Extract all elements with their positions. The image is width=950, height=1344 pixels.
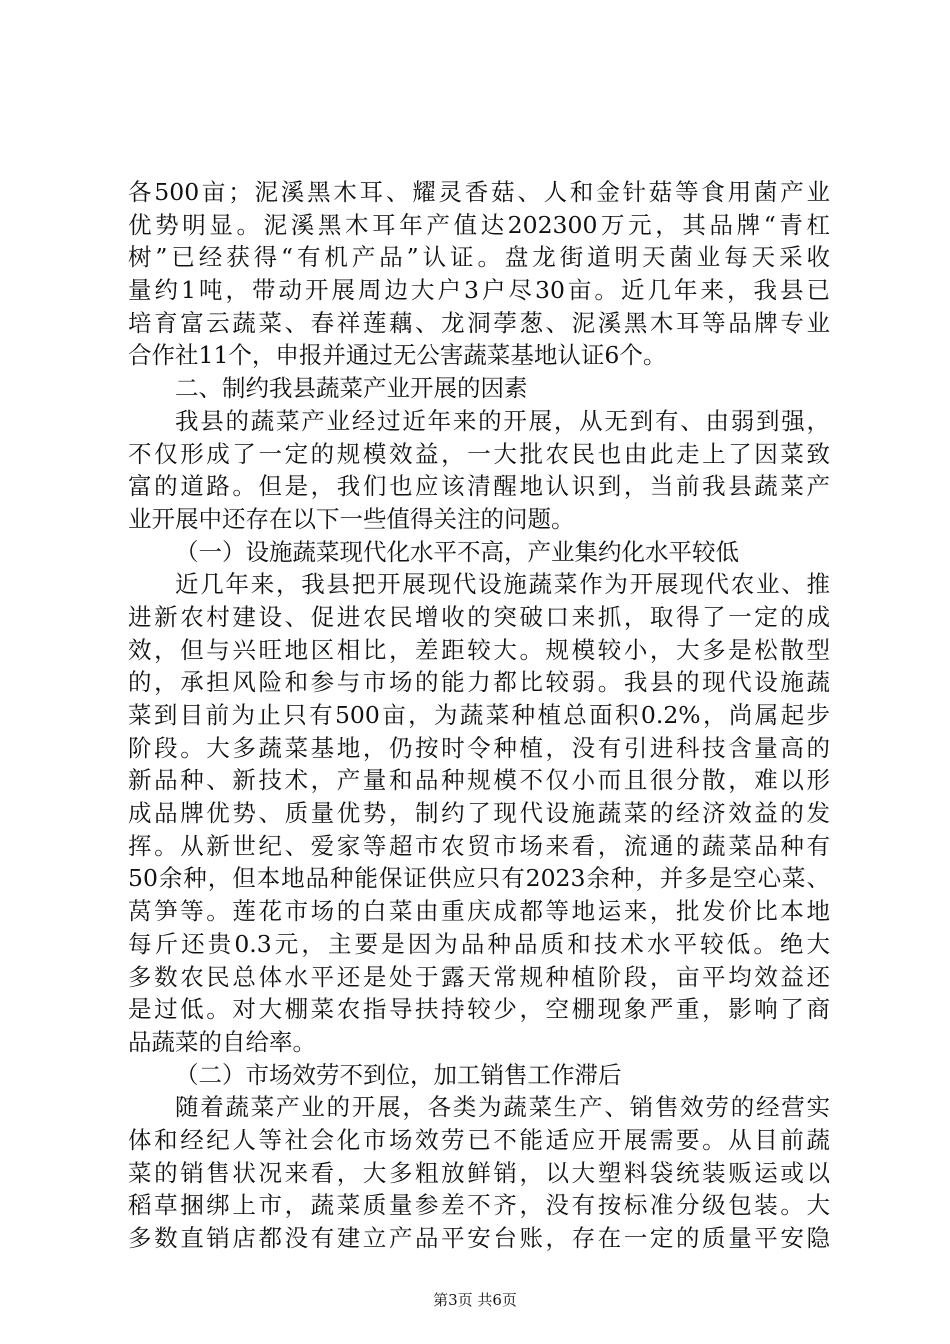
text-line: 成品牌优势、质量优势，制约了现代设施蔬菜的经济效益的发 [128,799,830,828]
text-line: 合作社11个，申报并通过无公害蔬菜基地认证6个。 [128,341,667,370]
text-line: 不仅形成了一定的规模效益，一大批农民也由此走上了因菜致 [128,439,830,468]
text-line: 菜的销售状况来看，大多粗放鲜销，以大塑料袋统装贩运或以 [128,1158,830,1187]
text-line: 品蔬菜的自给率。 [128,1027,316,1056]
text-line: 我县的蔬菜产业经过近年来的开展，从无到有、由弱到强， [175,406,830,435]
text-line: 的，承担风险和参与市场的能力都比较弱。我县的现代设施蔬 [128,668,830,697]
text-line: 稻草捆绑上市，蔬菜质量参差不齐，没有按标准分级包装。大 [128,1191,830,1220]
text-line: 每斤还贵0.3元，主要是因为品种品质和技术水平较低。绝大 [128,929,830,958]
paragraph [128,176,830,372]
text-line: （一）设施蔬菜现代化水平不高，产业集约化水平较低 [175,537,739,566]
text-line: 多数农民总体水平还是处于露天常规种植阶段，亩平均效益还 [128,962,830,991]
paragraph [128,568,830,1058]
section-heading [128,1059,830,1092]
text-line: 培育富云蔬菜、春祥莲藕、龙洞荸葱、泥溪黑木耳等品牌专业 [128,308,830,337]
page-number-label: 第3页 共6页 [433,1291,517,1309]
paragraph [128,405,830,536]
text-line: 是过低。对大棚菜农指导扶持较少，空棚现象严重，影响了商 [128,995,830,1024]
page-footer [0,1290,950,1310]
section-heading [128,372,830,405]
text-line: 新品种、新技术，产量和品种规模不仅小而且很分散，难以形 [128,766,830,795]
text-line: （二）市场效劳不到位，加工销售工作滞后 [175,1060,622,1089]
text-line: 体和经纪人等社会化市场效劳已不能适应开展需要。从目前蔬 [128,1125,830,1154]
text-line: 近几年来，我县把开展现代设施蔬菜作为开展现代农业、推 [175,570,830,599]
text-line: 挥。从新世纪、爱家等超市农贸市场来看，流通的蔬菜品种有 [128,831,830,860]
text-line: 量约1吨，带动开展周边大户3户尽30亩。近几年来，我县已 [128,276,830,305]
text-line: 业开展中还存在以下一些值得关注的问题。 [128,504,575,533]
paragraph [128,1091,830,1254]
text-line: 优势明显。泥溪黑木耳年产值达202300万元，其品牌“青杠 [128,210,830,239]
document-body [128,176,830,1255]
text-line: 效，但与兴旺地区相比，差距较大。规模较小，大多是松散型 [128,635,830,664]
text-line: 50余种，但本地品种能保证供应只有2023余种，并多是空心菜、 [128,864,830,893]
text-line: 随着蔬菜产业的开展，各类为蔬菜生产、销售效劳的经营实 [175,1093,830,1122]
text-line: 进新农村建设、促进农民增收的突破口来抓，取得了一定的成 [128,602,830,631]
text-line: 莴笋等。莲花市场的白菜由重庆成都等地运来，批发价比本地 [128,897,830,926]
text-line: 各500亩；泥溪黑木耳、耀灵香菇、人和金针菇等食用菌产业 [128,178,830,206]
text-line: 二、制约我县蔬菜产业开展的因素 [175,374,528,403]
text-line: 阶段。大多蔬菜基地，仍按时令种植，没有引进科技含量高的 [128,733,830,762]
text-line: 多数直销店都没有建立产品平安台账，存在一定的质量平安隐 [128,1224,830,1252]
text-line: 富的道路。但是，我们也应该清醒地认识到，当前我县蔬菜产 [128,472,830,501]
section-heading [128,536,830,569]
text-line: 菜到目前为止只有500亩，为蔬菜种植总面积0.2%，尚属起步 [128,701,830,729]
text-line: 树”已经获得“有机产品”认证。盘龙街道明天菌业每天采收 [128,243,830,272]
